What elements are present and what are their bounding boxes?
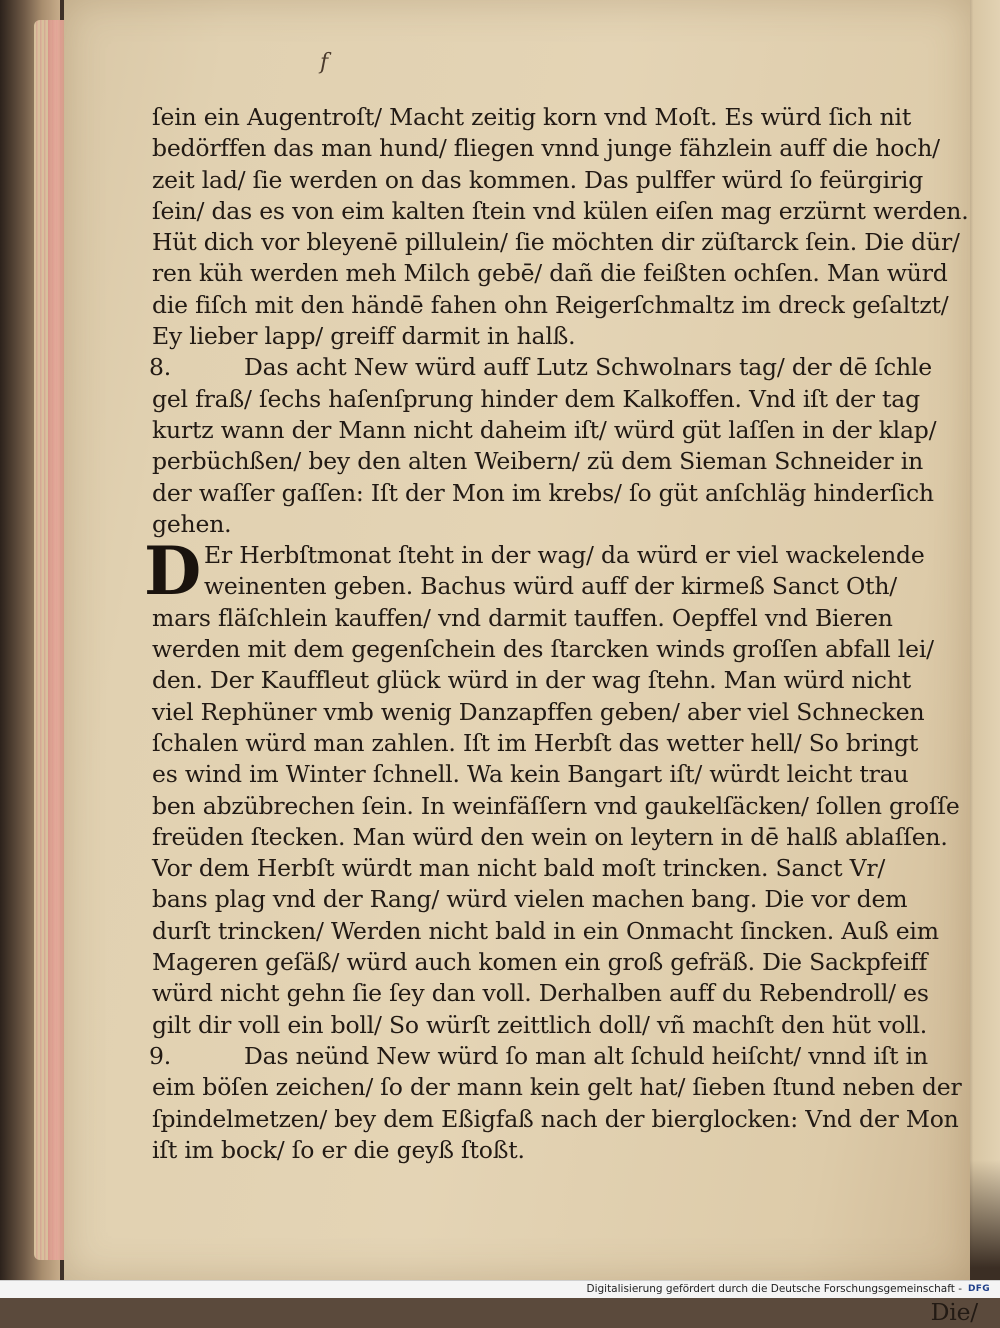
text-line: gilt dir voll ein boll/ So würſt zeittlich doll/ vñ machſt den hüt voll.	[152, 1010, 928, 1039]
text-line: Mageren geſäß/ würd auch komen ein groß gefräß. Die Sackpfeiff	[152, 948, 928, 977]
paragraph-7-continuation	[152, 102, 978, 352]
text-line: Das acht New würd auff Lutz Schwolnars tag/ der dē ſchle	[244, 353, 932, 382]
text-line: ren küh werden meh Milch gebē/ dañ die feißten ochſen. Man würd	[152, 259, 948, 288]
text-line: Das neünd New würd ſo man alt ſchuld heiſcht/ vnnd iſt in	[244, 1041, 928, 1070]
text-line: ſein ein Augentroſt/ Macht zeitig korn vnd Moſt. Es würd ſich nit	[152, 103, 912, 131]
paragraph-first-line	[149, 1041, 978, 1072]
decorated-initial: D	[144, 532, 202, 611]
funding-credit: Digitalisierung gefördert durch die Deutsche Forschungsgemeinschaft -	[586, 1283, 962, 1295]
text-line: gehen.	[152, 509, 232, 538]
text-line: ſein/ das es von eim kalten ſtein vnd külen eiſen mag erzürnt werden.	[152, 196, 969, 225]
text-line: Hüt dich vor bleyenē pillulein/ ſie möchten dir züſtarck ſein. Die dür/	[152, 228, 960, 257]
text-line: Vor dem Herbſt würdt man nicht bald moſt trincken. Sanct Vr/	[152, 854, 886, 883]
text-line: kurtz wann der Mann nicht daheim iſt/ würd güt laſſen in der klap/	[152, 415, 937, 444]
paragraph-number: 9.	[149, 1041, 172, 1070]
text-line: mars fläſchlein kauffen/ vnd darmit tauffen. Oepffel vnd Bieren	[152, 603, 893, 632]
text-line: ſchalen würd man zahlen. Iſt im Herbſt das wetter hell/ So bringt	[152, 728, 919, 757]
paragraph-number: 8.	[149, 353, 172, 382]
digitization-footer	[0, 1280, 1000, 1298]
text-line: iſt im bock/ ſo er die geyß ſtoßt.	[152, 1135, 525, 1164]
paragraph-herbstmonat	[144, 532, 978, 1041]
text-line: es wind im Winter ſchnell. Wa kein Bangart iſt/ würdt leicht trau	[152, 760, 909, 789]
text-line: bans plag vnd der Rang/ würd vielen machen bang. Die vor dem	[152, 885, 908, 914]
text-line: die fiſch mit den händē fahen ohn Reigerſchmaltz im dreck geſaltzt/	[152, 290, 949, 319]
text-line: bedörffen das man hund/ fliegen vnnd junge fähzlein auff die hoch/	[152, 134, 940, 163]
text-line: werden mit dem gegenſchein des ſtarcken winds groſſen abfall lei/	[152, 635, 934, 664]
text-line: zeit lad/ ſie werden on das kommen. Das pulffer würd ſo feürgirig	[152, 165, 924, 194]
text-line: eim böſen zeichen/ ſo der mann kein gelt hat/ ſieben ſtund neben der	[152, 1073, 962, 1102]
text-line: weinenten geben. Bachus würd auff der kirmeß Sanct Oth/	[204, 572, 897, 601]
paragraph-first-line	[149, 352, 978, 383]
text-line: Er Herbſtmonat ſteht in der wag/ da würd er viel wackelende	[204, 541, 925, 570]
text-line: freüden ſtecken. Man würd den wein on leytern in dē halß ablaſſen.	[152, 822, 948, 851]
text-line: Ey lieber lapp/ greiff darmit in halß.	[152, 322, 576, 351]
catchword: Die/	[930, 1298, 978, 1326]
paragraph-9	[149, 1041, 978, 1166]
text-line: ben abzübrechen ſein. In weinfäſſern vnd gaukelſäcken/ ſollen groſſe	[152, 791, 960, 820]
folio-mark: f	[320, 50, 329, 75]
text-line: viel Rephüner vmb wenig Danzapffen geben/ aber viel Schnecken	[152, 697, 925, 726]
dfg-logo: DFG	[968, 1284, 990, 1294]
text-line: perbüchßen/ bey den alten Weibern/ zü dem Sieman Schneider in	[152, 447, 924, 476]
text-line: den. Der Kauffleut glück würd in der wag ſtehn. Man würd nicht	[152, 666, 911, 695]
paragraph-8	[149, 352, 978, 540]
text-line: der waſſer gaſſen: Iſt der Mon im krebs/ ſo güt anſchläg hinderſich	[152, 478, 934, 507]
text-line: würd nicht gehn ſie ſey dan voll. Derhalben auff du Rebendroll/ es	[152, 979, 929, 1008]
text-line: ſpindelmetzen/ bey dem Eßigfaß nach der bierglocken: Vnd der Mon	[152, 1104, 959, 1133]
text-line: gel fraß/ ſechs haſenſprung hinder dem Kalkoffen. Vnd iſt der tag	[152, 384, 920, 413]
text-line: durſt trincken/ Werden nicht bald in ein Onmacht ſincken. Auß eim	[152, 916, 939, 945]
